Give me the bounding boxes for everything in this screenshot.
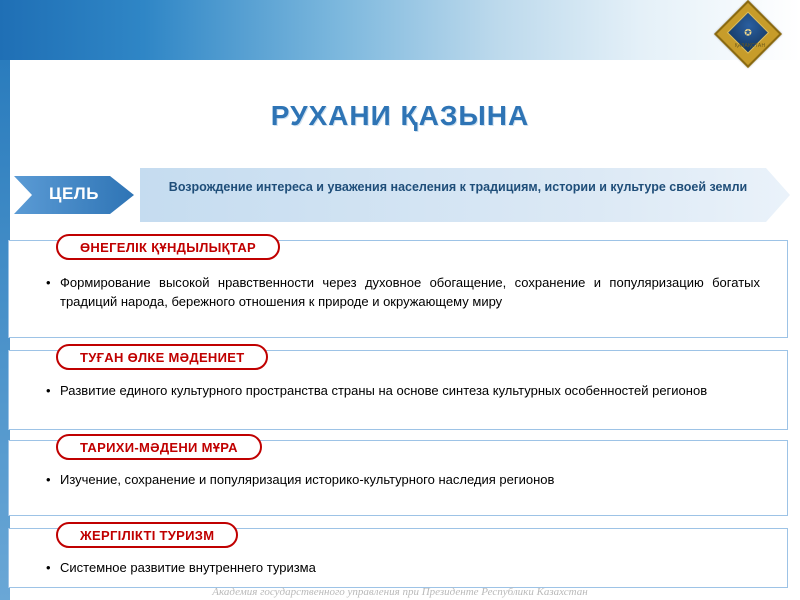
bullet-icon: • (46, 560, 51, 575)
section-tab-1[interactable] (56, 234, 280, 260)
bullet-icon: • (46, 383, 51, 398)
emblem-star-icon: ✪ (744, 27, 752, 38)
section-body-1-text: Формирование высокой нравственности через духовное обогащение, сохранение и популяризацию богатых традиций народа, бережного отношения к природе и окружающему миру (60, 275, 760, 309)
top-gradient-banner (0, 0, 800, 60)
section-tab-3-label: ТАРИХИ-МӘДЕНИ МҰРА (80, 439, 238, 455)
section-tab-4[interactable] (56, 522, 238, 548)
bullet-icon: • (46, 472, 51, 487)
section-tab-1-label: ӨНЕГЕЛІК ҚҰНДЫЛЫҚТАР (80, 239, 256, 255)
emblem-caption: ҚАЗАҚСТАН (734, 43, 766, 49)
goal-text: Возрождение интереса и уважения населения к традициям, истории и культуре своей земли (168, 180, 748, 194)
section-tab-4-label: ЖЕРГІЛІКТІ ТУРИЗМ (80, 527, 215, 543)
section-tab-2[interactable] (56, 344, 268, 370)
section-body-4 (46, 558, 760, 577)
goal-row (8, 168, 792, 222)
section-tab-2-label: ТУҒАН ӨЛКЕ МӘДЕНИЕТ (80, 349, 245, 365)
goal-chip-label: ЦЕЛЬ (49, 184, 99, 203)
section-body-3-text: Изучение, сохранение и популяризация историко-культурного наследия регионов (60, 472, 555, 487)
section-body-4-text: Системное развитие внутреннего туризма (60, 560, 316, 575)
section-body-2-text: Развитие единого культурного пространства страны на основе синтеза культурных особенностей регионов (60, 383, 708, 398)
section-body-1 (46, 273, 760, 311)
section-body-3 (46, 470, 760, 489)
bullet-icon: • (46, 275, 51, 290)
goal-chip (14, 172, 134, 218)
footer-text: Академия государственного управления при Президенте Республики Казахстан (212, 586, 588, 598)
page-title: РУХАНИ ҚАЗЫНА (270, 100, 530, 131)
section-body-2 (46, 381, 760, 400)
section-tab-3[interactable] (56, 434, 262, 460)
